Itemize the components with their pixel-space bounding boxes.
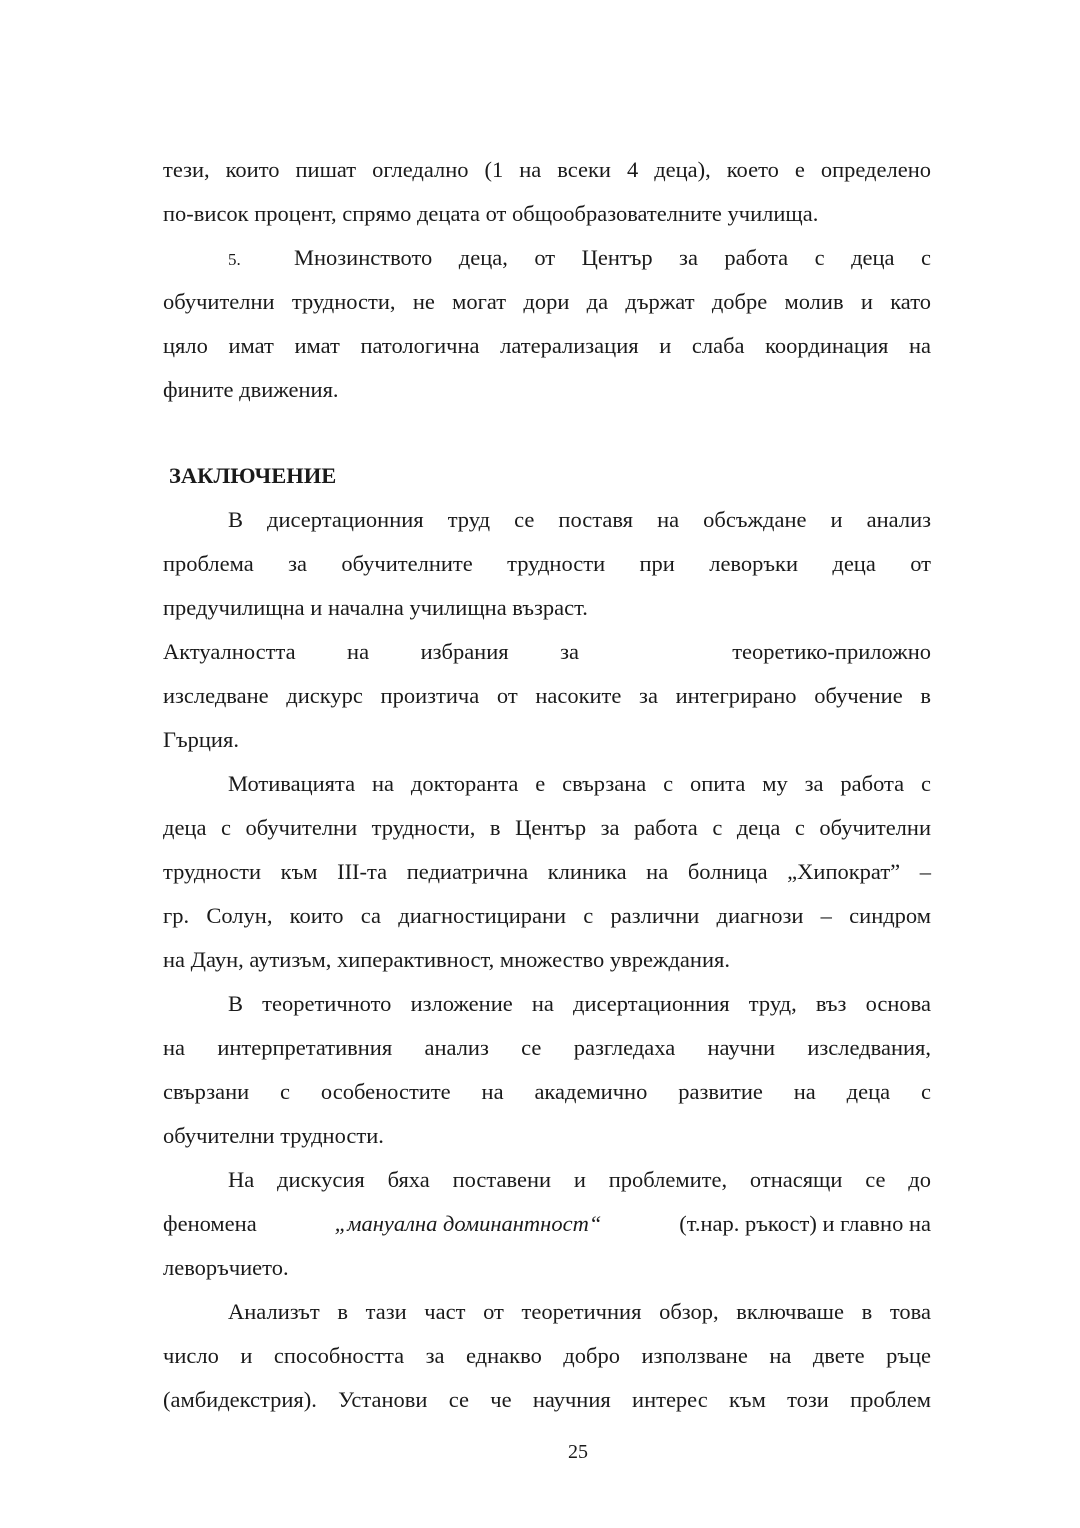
paragraph-continuation <box>163 148 931 236</box>
text-line: трудности към III-та педиатрична клиника на болница „Хипократ” – <box>163 859 931 884</box>
text-line: проблема за обучителните трудности при леворъки деца от <box>163 551 931 576</box>
word: Актуалността <box>163 639 296 664</box>
text-line <box>163 236 931 280</box>
conclusion-paragraph-3 <box>163 762 931 982</box>
numbered-item-5 <box>163 236 931 412</box>
text-line: Анализът в тази част от теоретичния обзор, включваше в това <box>228 1299 931 1324</box>
text-line: Гърция. <box>163 727 239 752</box>
text-line: фините движения. <box>163 377 339 402</box>
conclusion-paragraph-5 <box>163 1158 931 1290</box>
section-heading: ЗАКЛЮЧЕНИЕ <box>169 463 337 488</box>
conclusion-paragraph-4 <box>163 982 931 1158</box>
text-line <box>163 630 931 674</box>
text-line: гр. Солун, които са диагностицирани с различни диагнози – синдром <box>163 903 931 928</box>
item-text: Мнозинството деца, от Център за работа с деца с <box>294 245 931 270</box>
text-line: обучителни трудности. <box>163 1123 384 1148</box>
text-line: тези, които пишат огледално (1 на всеки 4 деца), което е определено <box>163 157 931 182</box>
conclusion-paragraph-2 <box>163 630 931 762</box>
document-page <box>163 148 931 1422</box>
word: теоретико-приложно <box>732 639 931 664</box>
text-line: число и способността за еднакво добро използване на двете ръце <box>163 1343 931 1368</box>
text-line: На дискусия бяха поставени и проблемите, отнасящи се до <box>228 1167 931 1192</box>
page-number: 25 <box>568 1441 588 1463</box>
text-line: на Даун, аутизъм, хиперактивност, множество увреждания. <box>163 947 730 972</box>
text-line: свързани с особеностите на академично развитие на деца с <box>163 1079 931 1104</box>
text-line: деца с обучителни трудности, в Център за работа с деца с обучителни <box>163 815 931 840</box>
text-line: леворъчието. <box>163 1255 289 1280</box>
text-fragment: (т.нар. ръкост) и главно на <box>679 1211 931 1236</box>
conclusion-paragraph-6 <box>163 1290 931 1422</box>
word: избрания <box>420 639 509 664</box>
text-line: цяло имат имат патологична латерализация и слаба координация на <box>163 333 931 358</box>
text-line: В дисертационния труд се поставя на обсъждане и анализ <box>228 507 931 532</box>
text-line: В теоретичното изложение на дисертационния труд, въз основа <box>228 991 931 1016</box>
item-number: 5. <box>228 250 241 269</box>
spacer <box>163 412 931 454</box>
text-line: (амбидекстрия). Установи се че научния интерес към този проблем <box>163 1387 931 1412</box>
text-line: предучилищна и начална училищна възраст. <box>163 595 588 620</box>
text-line <box>163 1202 931 1246</box>
word: за <box>560 639 579 664</box>
text-fragment: феномена <box>163 1211 257 1236</box>
word: на <box>347 639 370 664</box>
text-line: обучителни трудности, не могат дори да държат добре молив и като <box>163 289 931 314</box>
italic-term: „мануална доминантност“ <box>334 1211 602 1236</box>
text-line: по-висок процент, спрямо децата от общообразователните училища. <box>163 201 819 226</box>
conclusion-paragraph-1 <box>163 498 931 630</box>
text-line: Мотивацията на докторанта е свързана с опита му за работа с <box>228 771 931 796</box>
text-line: на интерпретативния анализ се разгледаха научни изследвания, <box>163 1035 931 1060</box>
text-line: изследване дискурс произтича от насоките за интегрирано обучение в <box>163 683 931 708</box>
